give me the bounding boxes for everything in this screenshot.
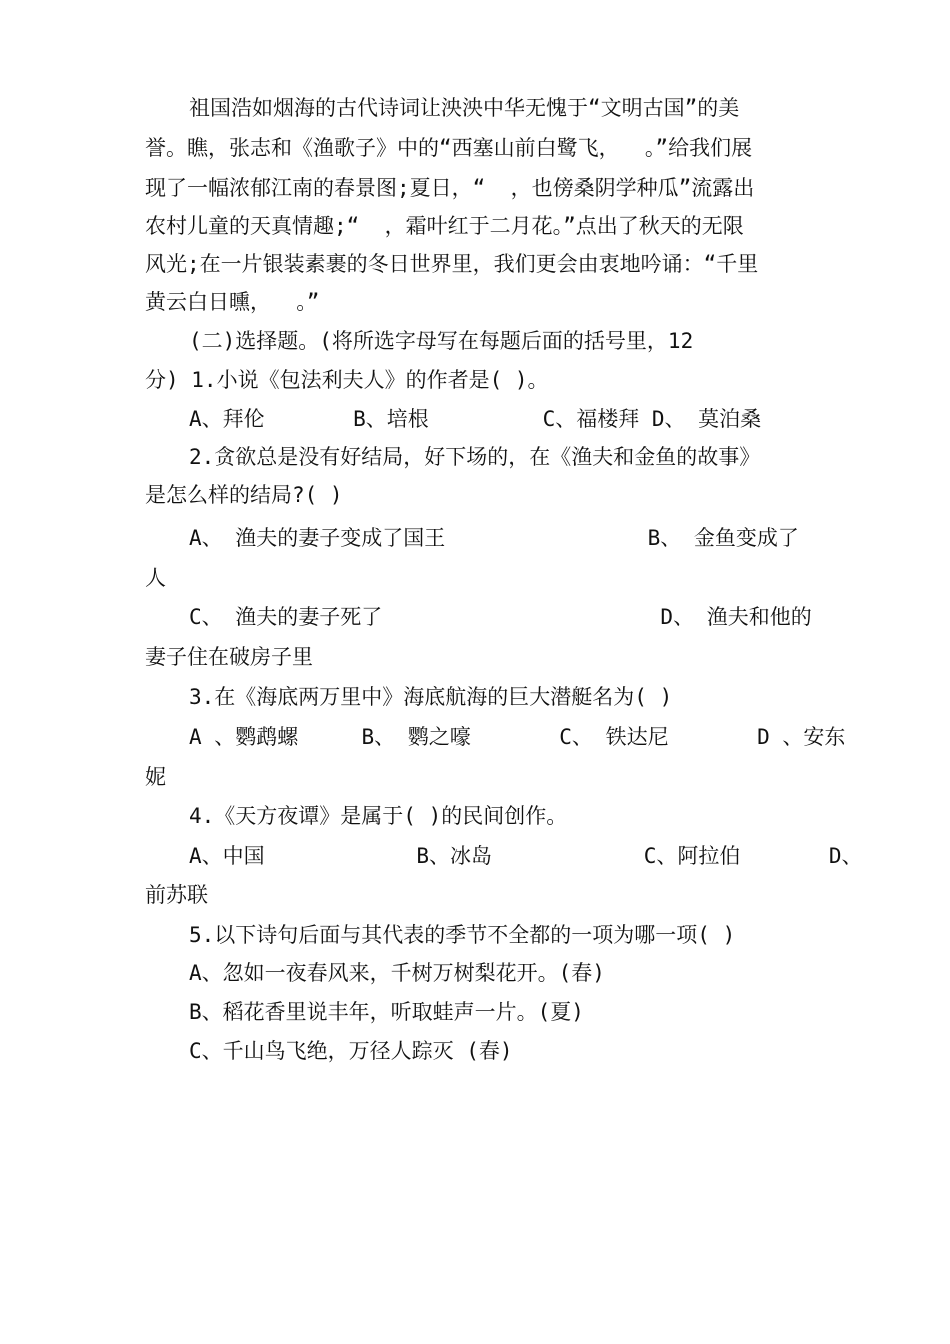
q2-options-ab-wrap: 人 xyxy=(145,566,166,590)
q4-options: A、中国 B、冰岛 C、阿拉伯 D、 xyxy=(189,844,863,868)
intro-line-5: 风光;在一片银装素裹的冬日世界里，我们更会由衷地吟诵：“千里 xyxy=(145,252,759,276)
q2-options-cd-wrap: 妻子住在破房子里 xyxy=(145,645,313,669)
intro-line-4: 农村儿童的天真情趣;“ ，霜叶红于二月花。”点出了秋天的无限 xyxy=(145,214,744,238)
intro-line-1: 祖国浩如烟海的古代诗词让泱泱中华无愧于“文明古国”的美 xyxy=(189,96,740,120)
q1-question: 分) 1.小说《包法利夫人》的作者是( )。 xyxy=(145,368,549,392)
q4-question: 4.《天方夜谭》是属于( )的民间创作。 xyxy=(189,804,568,828)
q5-option-a: A、忽如一夜春风来，千树万树梨花开。(春) xyxy=(189,961,605,985)
intro-line-6: 黄云白日曛， 。” xyxy=(145,290,320,314)
section-heading: (二)选择题。(将所选字母写在每题后面的括号里，12 xyxy=(189,329,694,353)
q3-question: 3.在《海底两万里中》海底航海的巨大潜艇名为( ) xyxy=(189,685,673,709)
intro-line-2: 誉。瞧，张志和《渔歌子》中的“西塞山前白鹭飞， 。”给我们展 xyxy=(145,136,753,160)
intro-line-3: 现了一幅浓郁江南的春景图;夏日，“ ，也傍桑阴学种瓜”流露出 xyxy=(145,176,755,200)
q2-question-line-2: 是怎么样的结局?( ) xyxy=(145,483,343,507)
q2-question-line-1: 2.贪欲总是没有好结局，好下场的，在《渔夫和金鱼的故事》 xyxy=(189,445,761,469)
q4-options-wrap: 前苏联 xyxy=(145,883,208,907)
q3-options: A 、鹦鹉螺 B、 鹦之嚎 C、 铁达尼 D 、安东 xyxy=(189,725,846,749)
q1-options: A、拜伦 B、培根 C、福楼拜 D、 莫泊桑 xyxy=(189,407,762,431)
q5-question: 5.以下诗句后面与其代表的季节不全都的一项为哪一项( ) xyxy=(189,923,736,947)
q2-options-ab: A、 渔夫的妻子变成了国王 B、 金鱼变成了 xyxy=(189,526,799,550)
q5-option-b: B、稻花香里说丰年，听取蛙声一片。(夏) xyxy=(189,1000,584,1024)
q2-options-cd: C、 渔夫的妻子死了 D、 渔夫和他的 xyxy=(189,605,812,629)
q3-options-wrap: 妮 xyxy=(145,765,166,789)
q5-option-c: C、千山鸟飞绝，万径人踪灭 (春) xyxy=(189,1039,513,1063)
